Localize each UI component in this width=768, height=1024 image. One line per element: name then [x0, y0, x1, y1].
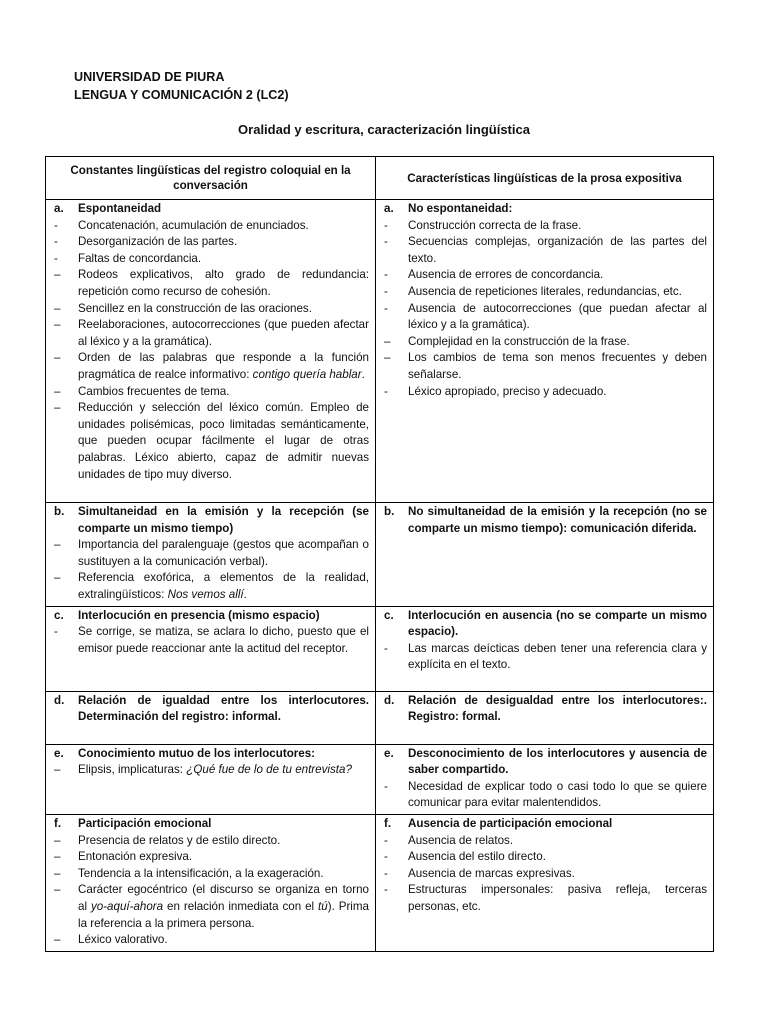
list-item — [52, 384, 369, 401]
section-letter: b. — [54, 505, 65, 518]
document-header — [74, 68, 289, 104]
oral-cell — [46, 744, 376, 814]
oral-cell — [46, 814, 376, 951]
bullet-marker: - — [54, 235, 58, 249]
list-item — [382, 284, 707, 301]
bullet-marker: - — [384, 218, 388, 232]
written-section — [376, 745, 713, 814]
course-name: LENGUA Y COMUNICACIÓN 2 (LC2) — [74, 88, 289, 102]
written-cell — [376, 606, 714, 691]
list-item-text: Rodeos explicativos, alto grado de redundancia: repetición como recurso de cohesión. — [78, 268, 369, 298]
oral-section — [46, 503, 375, 606]
list-item — [52, 570, 369, 603]
section-heading-text: Simultaneidad en la emisión y la recepción (se comparte un mismo tiempo) — [78, 505, 369, 535]
bullet-marker: – — [54, 883, 61, 897]
section-heading-text: Desconocimiento de los interlocutores y ausencia de saber compartido. — [408, 746, 707, 777]
bullet-marker: - — [384, 850, 388, 864]
list-item — [382, 218, 707, 235]
bullet-marker: - — [384, 284, 388, 298]
section-heading — [52, 608, 369, 625]
list-item-text: Entonación expresiva. — [78, 850, 193, 864]
list-item-text: Léxico apropiado, preciso y adecuado. — [408, 384, 607, 398]
bullet-marker: – — [54, 401, 61, 415]
list-item — [52, 624, 369, 657]
bullet-marker: - — [384, 384, 388, 398]
section-heading — [52, 693, 369, 726]
bullet-marker: – — [54, 301, 61, 315]
list-item — [382, 384, 707, 401]
bullet-marker: - — [384, 833, 388, 847]
section-heading — [382, 201, 707, 218]
table-row — [46, 814, 714, 951]
oral-section — [46, 607, 375, 660]
table-row — [46, 691, 714, 744]
section-heading — [52, 816, 369, 833]
section-letter: c. — [384, 608, 394, 622]
list-item-text: Reelaboraciones, autocorrecciones (que pueden afectar al léxico y a la gramática). — [78, 318, 369, 348]
table-row — [46, 503, 714, 607]
bullet-marker: - — [384, 883, 388, 897]
oral-section — [46, 692, 375, 728]
bullet-marker: - — [384, 866, 388, 880]
list-item-text: Construcción correcta de la frase. — [408, 218, 582, 232]
list-item — [382, 779, 707, 812]
bullet-marker: - — [54, 251, 58, 265]
feature-list — [382, 641, 707, 674]
bullet-marker: - — [384, 235, 388, 249]
section-letter: d. — [384, 693, 395, 707]
section-heading-text: Ausencia de participación emocional — [408, 816, 613, 830]
section-letter: c. — [54, 608, 64, 622]
feature-list — [382, 779, 707, 812]
list-item — [382, 234, 707, 267]
list-item — [52, 301, 369, 318]
section-heading — [52, 746, 369, 763]
bullet-marker: – — [54, 833, 61, 847]
comparison-table — [45, 156, 714, 952]
section-heading — [382, 816, 707, 833]
list-item — [52, 833, 369, 850]
section-heading — [382, 693, 707, 726]
list-item — [382, 334, 707, 351]
list-item — [52, 762, 369, 779]
bullet-marker: – — [54, 933, 61, 947]
section-heading — [52, 504, 369, 537]
list-item-text: Los cambios de tema son menos frecuentes y deben señalarse. — [408, 351, 707, 381]
list-item — [52, 849, 369, 866]
column-header-written: Características lingüísticas de la prosa expositiva — [376, 157, 714, 200]
bullet-marker: - — [384, 301, 388, 315]
list-item-text: Las marcas deícticas deben tener una referencia clara y explícita en el texto. — [408, 641, 707, 672]
list-item-text: Sencillez en la construcción de las oraciones. — [78, 301, 312, 315]
list-item-text: Ausencia de autocorrecciones (que puedan afectar al léxico y a la gramática). — [408, 301, 707, 332]
bullet-marker: – — [54, 850, 61, 864]
bullet-marker: – — [54, 538, 61, 552]
list-item-text: Elipsis, implicaturas: ¿Qué fue de lo de tu entrevista? — [78, 763, 352, 777]
section-heading-text: Interlocución en ausencia (no se comparte un mismo espacio). — [408, 608, 707, 639]
section-heading-text: No espontaneidad: — [408, 202, 513, 215]
bullet-marker: – — [384, 351, 391, 365]
list-item — [52, 350, 369, 383]
section-heading-text: Relación de desigualdad entre los interlocutores:. Registro: formal. — [408, 693, 707, 724]
bullet-marker: – — [54, 866, 61, 880]
list-item — [52, 882, 369, 932]
oral-section — [46, 745, 375, 781]
oral-section — [46, 200, 375, 485]
written-cell — [376, 200, 714, 503]
list-item — [382, 833, 707, 850]
feature-list — [52, 624, 369, 657]
written-section — [376, 503, 713, 539]
list-item-text: Ausencia de relatos. — [408, 833, 514, 847]
list-item-text: Referencia exofórica, a elementos de la realidad, extralingüísticos: Nos vemos allí. — [78, 571, 369, 601]
written-section — [376, 200, 713, 402]
list-item-text: Concatenación, acumulación de enunciados. — [78, 218, 309, 232]
list-item — [382, 882, 707, 915]
section-letter: a. — [54, 202, 64, 215]
written-cell — [376, 814, 714, 951]
bullet-marker: – — [384, 334, 391, 348]
bullet-marker: – — [54, 763, 61, 777]
list-item — [52, 251, 369, 268]
section-heading-text: Relación de igualdad entre los interlocutores. Determinación del registro: informal. — [78, 693, 369, 724]
section-heading-text: Espontaneidad — [78, 202, 162, 215]
document-title: Oralidad y escritura, caracterización lingüística — [238, 122, 530, 137]
list-item-text: Léxico valorativo. — [78, 933, 168, 947]
bullet-marker: - — [54, 218, 58, 232]
feature-list — [382, 218, 707, 401]
list-item — [52, 234, 369, 251]
written-cell — [376, 744, 714, 814]
bullet-marker: - — [384, 268, 388, 282]
table-row — [46, 200, 714, 503]
list-item-text: Faltas de concordancia. — [78, 251, 202, 265]
list-item — [382, 866, 707, 883]
section-letter: d. — [54, 693, 65, 707]
list-item-text: Orden de las palabras que responde a la función pragmática de realce informativo: contigo quería hablar. — [78, 351, 369, 381]
list-item-text: Secuencias complejas, organización de las partes del texto. — [408, 235, 707, 265]
table-row — [46, 744, 714, 814]
section-letter: e. — [54, 746, 64, 760]
section-heading — [382, 608, 707, 641]
table-header-row — [46, 157, 714, 200]
list-item-text: Ausencia de marcas expresivas. — [408, 866, 575, 880]
column-header-oral: Constantes lingüísticas del registro coloquial en la conversación — [46, 157, 376, 200]
written-cell — [376, 503, 714, 607]
list-item-text: Desorganización de las partes. — [78, 235, 238, 249]
bullet-marker: – — [54, 351, 61, 365]
list-item-text: Importancia del paralenguaje (gestos que acompañan o sustituyen a la comunicación verbal). — [78, 538, 369, 568]
section-heading-text: Interlocución en presencia (mismo espacio) — [78, 608, 320, 622]
list-item-text: Necesidad de explicar todo o casi todo lo que se quiere comunicar para evitar malentendidos. — [408, 779, 707, 810]
example-italic: ¿Qué fue de lo de tu entrevista? — [186, 763, 352, 777]
list-item-text: Ausencia de repeticiones literales, redundancias, etc. — [408, 284, 682, 298]
example-italic: yo-aquí-ahora — [90, 899, 164, 913]
section-heading — [382, 746, 707, 779]
table-row — [46, 606, 714, 691]
list-item — [52, 537, 369, 570]
list-item — [382, 849, 707, 866]
bullet-marker: – — [54, 384, 61, 398]
oral-cell — [46, 200, 376, 503]
list-item — [52, 932, 369, 949]
list-item-text: Tendencia a la intensificación, a la exageración. — [78, 866, 324, 880]
example-italic: contigo quería hablar — [252, 367, 362, 381]
written-section — [376, 692, 713, 728]
bullet-marker: – — [54, 268, 61, 282]
list-item-text: Se corrige, se matiza, se aclara lo dicho, puesto que el emisor puede reaccionar ante la actitud del receptor. — [78, 625, 369, 655]
feature-list — [382, 833, 707, 916]
list-item-text: Presencia de relatos y de estilo directo. — [78, 833, 281, 847]
section-letter: e. — [384, 746, 394, 760]
list-item — [52, 218, 369, 235]
oral-section — [46, 815, 375, 951]
section-heading-text: No simultaneidad de la emisión y la recepción (no se comparte un mismo tiempo): comunicación diferida. — [408, 505, 707, 535]
bullet-marker: – — [54, 318, 61, 332]
example-italic: tú — [318, 899, 328, 913]
feature-list — [52, 537, 369, 603]
bullet-marker: - — [384, 779, 388, 793]
section-letter: f. — [54, 816, 62, 830]
section-heading-text: Conocimiento mutuo de los interlocutores: — [78, 746, 316, 760]
list-item — [52, 400, 369, 483]
oral-cell — [46, 691, 376, 744]
feature-list — [52, 218, 369, 484]
section-letter: b. — [384, 505, 395, 518]
institution-name: UNIVERSIDAD DE PIURA — [74, 70, 225, 84]
list-item — [382, 641, 707, 674]
bullet-marker: - — [54, 625, 58, 639]
section-letter: a. — [384, 202, 394, 215]
list-item — [382, 301, 707, 334]
section-heading — [382, 504, 707, 537]
list-item-text: Estructuras impersonales: pasiva refleja, terceras personas, etc. — [408, 883, 707, 913]
list-item-text: Cambios frecuentes de tema. — [78, 384, 230, 398]
oral-cell — [46, 606, 376, 691]
oral-cell — [46, 503, 376, 607]
table-body — [46, 200, 714, 952]
written-section — [376, 815, 713, 918]
list-item-text: Reducción y selección del léxico común. Empleo de unidades polisémicas, poco limitadas semánticamente, que pueden ocupar fácilmente el lugar de otras palabras. Léxico abierto, capaz de admitir nuevas unidades de tipo muy diverso. — [78, 401, 369, 481]
list-item-text: Carácter egocéntrico (el discurso se organiza en torno al yo-aquí-ahora en relación inmediata con el tú). Prima la referencia a la primera persona. — [78, 883, 369, 930]
bullet-marker: – — [54, 571, 61, 585]
section-heading-text: Participación emocional — [78, 816, 212, 830]
example-italic: Nos vemos allí — [167, 587, 244, 601]
list-item — [52, 866, 369, 883]
feature-list — [52, 762, 369, 779]
section-heading — [52, 201, 369, 218]
list-item-text: Complejidad en la construcción de la frase. — [408, 334, 630, 348]
list-item — [52, 267, 369, 300]
written-section — [376, 607, 713, 676]
written-cell — [376, 691, 714, 744]
list-item-text: Ausencia del estilo directo. — [408, 850, 546, 864]
list-item — [382, 267, 707, 284]
bullet-marker: - — [384, 641, 388, 655]
section-letter: f. — [384, 816, 392, 830]
list-item — [382, 350, 707, 383]
list-item-text: Ausencia de errores de concordancia. — [408, 268, 604, 282]
list-item — [52, 317, 369, 350]
feature-list — [52, 833, 369, 949]
